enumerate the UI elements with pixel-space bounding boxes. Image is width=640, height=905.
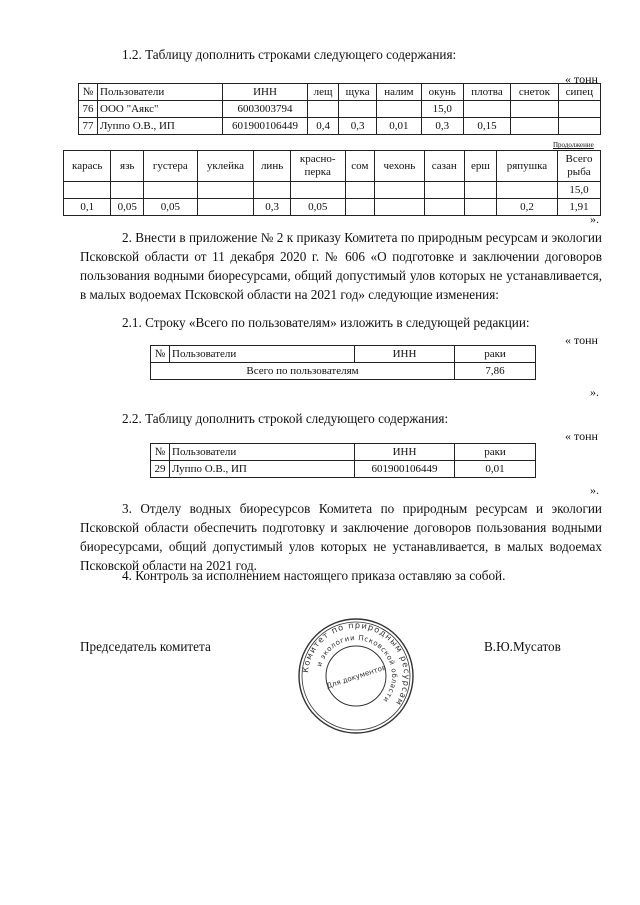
col-inn: ИНН <box>355 444 455 461</box>
cell: Луппо О.В., ИП <box>98 118 223 135</box>
col-vendace: ряпушка <box>496 151 557 182</box>
cell: 0,05 <box>111 199 144 216</box>
col-bleak: уклейка <box>197 151 254 182</box>
unit-label: « тонн <box>565 333 598 347</box>
table-row <box>64 199 601 216</box>
cell <box>254 182 291 199</box>
cell <box>511 118 558 135</box>
cell: 0,3 <box>339 118 377 135</box>
col-bream: лещ <box>308 84 339 101</box>
table-header-row <box>151 444 536 461</box>
para-2-1: 2.1. Строку «Всего по пользователям» изложить в следующей редакции: <box>122 315 530 330</box>
paragraph-4: 4. Контроль за исполнением настоящего приказа оставляю за собой. <box>122 568 506 583</box>
close-quote: ». <box>590 212 599 226</box>
paragraph-3: 3. Отделу водных биоресурсов Комитета по природным ресурсам и экологии Псковской области обеспечить подготовку и заключение договоров пользования водными биоресурсами, общий допустимый улов которых не устанавливается, в малых водоемах Псковской области на 2021 год. <box>80 501 602 573</box>
col-ide: язь <box>111 151 144 182</box>
table-header-row <box>64 151 601 182</box>
stamp-center-text: Для документов <box>325 662 388 691</box>
cell <box>345 182 375 199</box>
col-rudd: красно- перка <box>290 151 345 182</box>
cell: ООО "Аякс" <box>98 101 223 118</box>
cell <box>464 199 496 216</box>
total-value: 7,86 <box>455 363 536 380</box>
col-perch: окунь <box>421 84 463 101</box>
col-silver-bream: густера <box>144 151 198 182</box>
paragraph-2: 2. Внести в приложение № 2 к приказу Комитета по природным ресурсам и экологии Псковской области от 11 декабря 2020 г. № 606 «О подготовке и заключении договоров пользования водными биоресурсами, общий допустимый улов которых не устанавливается, в малых водоемах Псковской области на 2021 год» следующие изменения: <box>80 230 602 302</box>
cell: 601900106449 <box>355 461 455 478</box>
cell: 15,0 <box>421 101 463 118</box>
col-smelt: снеток <box>511 84 558 101</box>
para-2-2: 2.2. Таблицу дополнить строкой следующего содержания: <box>122 411 449 426</box>
cell <box>144 182 198 199</box>
cell: 0,05 <box>290 199 345 216</box>
col-pike: щука <box>339 84 377 101</box>
col-sipets: сипец <box>558 84 600 101</box>
fish-quota-table-part2 <box>63 150 601 216</box>
cell <box>308 101 339 118</box>
col-crayfish: раки <box>455 346 536 363</box>
col-number: № <box>79 84 98 101</box>
fish-quota-table-part1 <box>78 83 601 135</box>
col-ruffe: ерш <box>464 151 496 182</box>
cell <box>424 199 464 216</box>
col-users: Пользователи <box>170 346 355 363</box>
table-header-row <box>151 346 536 363</box>
cell <box>64 182 111 199</box>
unit-label: « тонн <box>565 72 598 86</box>
cell: Луппо О.В., ИП <box>170 461 355 478</box>
table-row <box>151 461 536 478</box>
col-burbot: налим <box>377 84 422 101</box>
cell <box>464 182 496 199</box>
cell: 0,1 <box>64 199 111 216</box>
table-row <box>64 182 601 199</box>
close-quote: ». <box>590 483 599 497</box>
cell <box>511 101 558 118</box>
close-quote: ». <box>590 385 599 399</box>
cell: 0,05 <box>144 199 198 216</box>
cell: 601900106449 <box>223 118 308 135</box>
cell <box>424 182 464 199</box>
cell <box>197 182 254 199</box>
cell <box>496 182 557 199</box>
signature-position: Председатель комитета <box>80 639 211 654</box>
cell <box>197 199 254 216</box>
table-row <box>79 118 601 135</box>
cell <box>558 101 600 118</box>
col-crucian: карась <box>64 151 111 182</box>
continuation-label: Продолжение <box>553 141 594 149</box>
col-tench: линь <box>254 151 291 182</box>
table-header-row <box>79 84 601 101</box>
stamp-outer-text: Комитет по природным ресурсам <box>300 619 413 709</box>
cell <box>111 182 144 199</box>
stamp-inner-text: и экологии Псковской области <box>315 633 399 705</box>
cell: 29 <box>151 461 170 478</box>
cell <box>339 101 377 118</box>
cell: 76 <box>79 101 98 118</box>
col-catfish: сом <box>345 151 375 182</box>
cell <box>290 182 345 199</box>
col-inn: ИНН <box>223 84 308 101</box>
cell: 0,01 <box>377 118 422 135</box>
col-crayfish: раки <box>455 444 536 461</box>
crayfish-user-table <box>150 443 536 478</box>
signature-name: В.Ю.Мусатов <box>484 639 561 654</box>
col-total-fish: Всего рыба <box>557 151 600 182</box>
col-carp: сазан <box>424 151 464 182</box>
cell: 0,3 <box>421 118 463 135</box>
table-row <box>151 363 536 380</box>
total-users-table <box>150 345 536 380</box>
unit-label: « тонн <box>565 429 598 443</box>
col-users: Пользователи <box>170 444 355 461</box>
cell <box>558 118 600 135</box>
cell: 15,0 <box>557 182 600 199</box>
cell <box>377 101 422 118</box>
cell: 0,15 <box>463 118 511 135</box>
col-number: № <box>151 444 170 461</box>
cell: 0,3 <box>254 199 291 216</box>
section-1-2-heading: 1.2. Таблицу дополнить строками следующего содержания: <box>122 47 457 62</box>
col-sabrefish: чехонь <box>375 151 424 182</box>
cell <box>345 199 375 216</box>
cell <box>463 101 511 118</box>
cell: 6003003794 <box>223 101 308 118</box>
total-label: Всего по пользователям <box>151 363 455 380</box>
cell: 0,4 <box>308 118 339 135</box>
official-stamp <box>296 616 416 736</box>
cell <box>375 182 424 199</box>
col-users: Пользователи <box>98 84 223 101</box>
table-row <box>79 101 601 118</box>
cell: 0,01 <box>455 461 536 478</box>
col-number: № <box>151 346 170 363</box>
cell: 1,91 <box>557 199 600 216</box>
col-inn: ИНН <box>355 346 455 363</box>
cell <box>375 199 424 216</box>
cell: 0,2 <box>496 199 557 216</box>
cell: 77 <box>79 118 98 135</box>
col-roach: плотва <box>463 84 511 101</box>
